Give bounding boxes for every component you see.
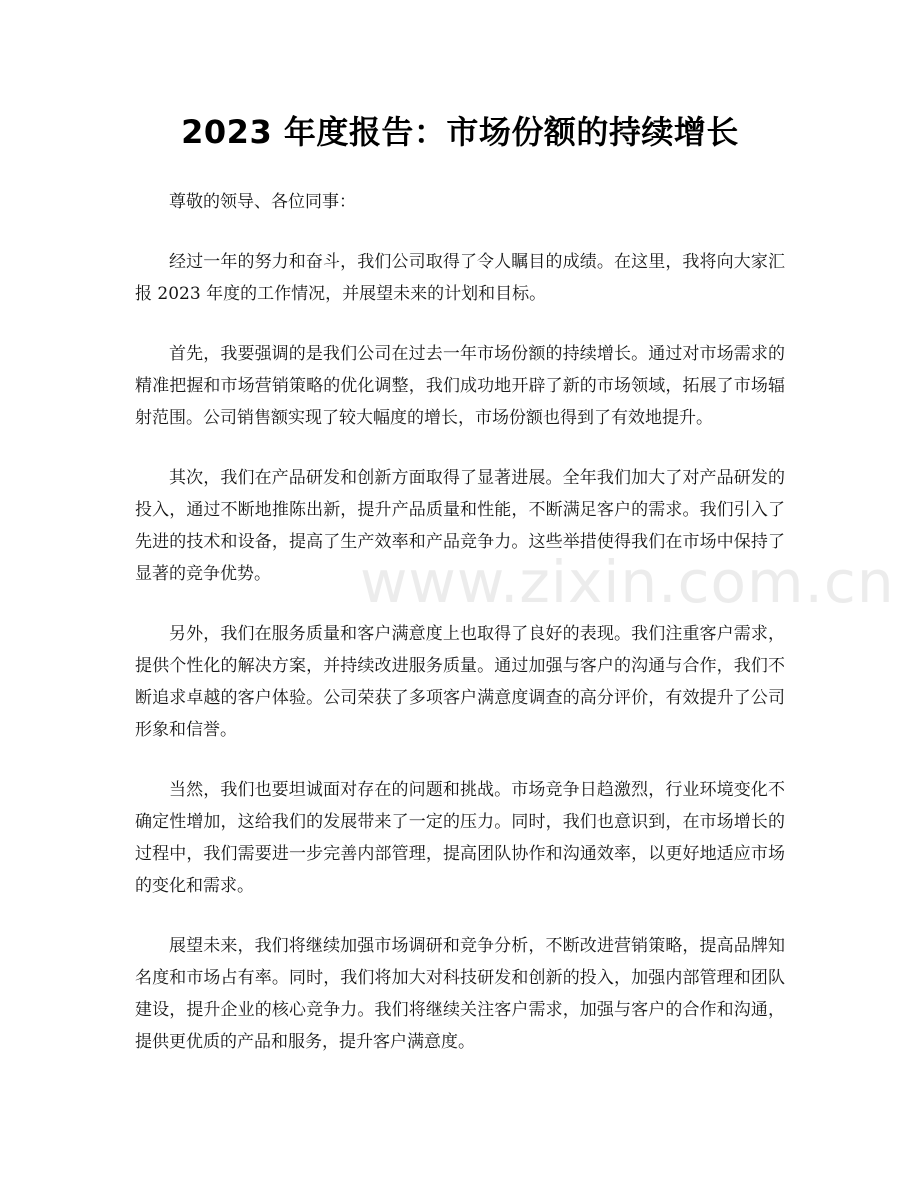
watermark-text: www.zixin.com.cn xyxy=(360,548,895,616)
paragraph-6: 展望未来，我们将继续加强市场调研和竞争分析，不断改进营销策略，提高品牌知名度和市场占有率。同时，我们将加大对科技研发和创新的投入，加强内部管理和团队建设，提升企业的核心竞争力。我们将继续关注客户需求，加强与客户的合作和沟通，提供更优质的产品和服务，提升客户满意度。 xyxy=(135,936,785,1052)
paragraph-2: 首先，我要强调的是我们公司在过去一年市场份额的持续增长。通过对市场需求的精准把握和市场营销策略的优化调整，我们成功地开辟了新的市场领域，拓展了市场辐射范围。公司销售额实现了较大幅度的增长，市场份额也得到了有效地提升。 xyxy=(135,344,785,428)
document-body xyxy=(135,186,785,1086)
paragraph-3: 其次，我们在产品研发和创新方面取得了显著进展。全年我们加大了对产品研发的投入，通过不断地推陈出新，提升产品质量和性能，不断满足客户的需求。我们引入了先进的技术和设备，提高了生产效率和产品竞争力。这些举措使得我们在市场中保持了显著的竞争优势。 xyxy=(135,468,785,584)
document-title: 2023 年度报告：市场份额的持续增长 xyxy=(181,113,739,151)
paragraph-4: 另外，我们在服务质量和客户满意度上也取得了良好的表现。我们注重客户需求，提供个性化的解决方案，并持续改进服务质量。通过加强与客户的沟通与合作，我们不断追求卓越的客户体验。公司荣获了多项客户满意度调查的高分评价，有效提升了公司形象和信誉。 xyxy=(135,624,785,740)
salutation: 尊敬的领导、各位同事： xyxy=(169,192,356,212)
paragraph-5: 当然，我们也要坦诚面对存在的问题和挑战。市场竞争日趋激烈，行业环境变化不确定性增加，这给我们的发展带来了一定的压力。同时，我们也意识到，在市场增长的过程中，我们需要进一步完善内部管理，提高团队协作和沟通效率，以更好地适应市场的变化和需求。 xyxy=(135,780,785,896)
paragraph-1: 经过一年的努力和奋斗，我们公司取得了令人瞩目的成绩。在这里，我将向大家汇报 2023 年度的工作情况，并展望未来的计划和目标。 xyxy=(135,252,785,304)
